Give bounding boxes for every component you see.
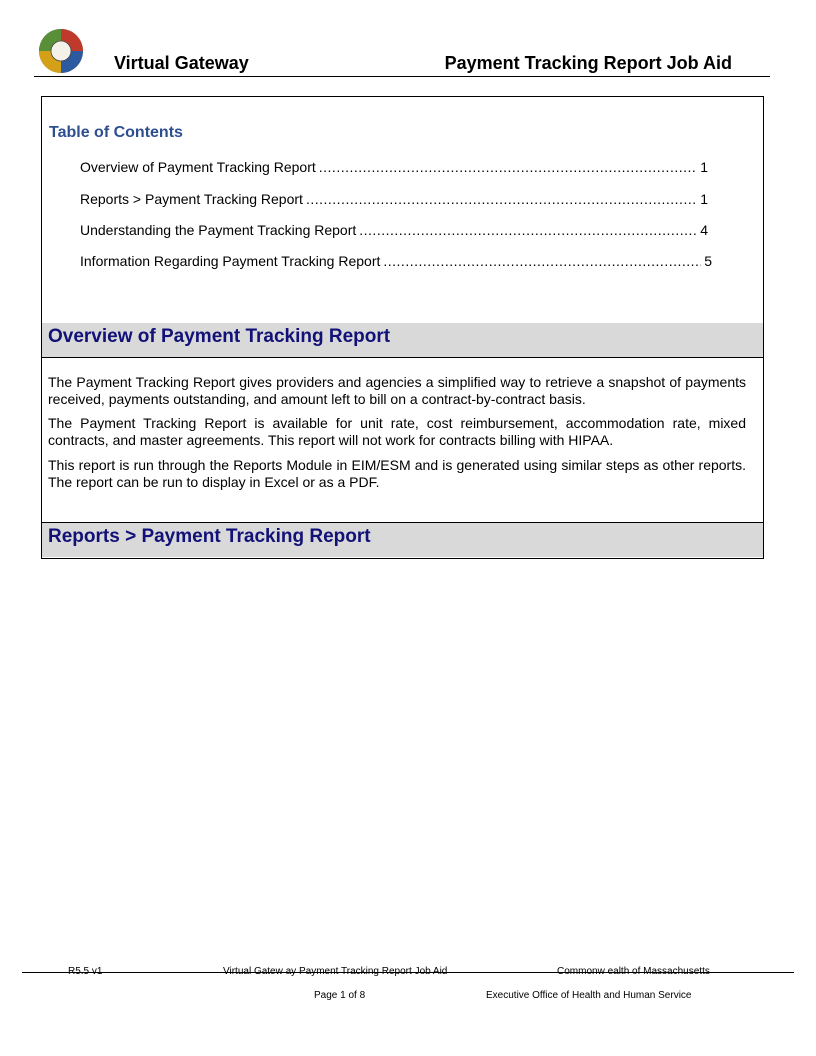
header-right-title: Payment Tracking Report Job Aid	[444, 53, 732, 73]
toc-entry-label: Understanding the Payment Tracking Report	[80, 222, 357, 238]
content-frame	[41, 96, 764, 559]
toc-entry-label: Overview of Payment Tracking Report	[80, 159, 316, 175]
toc-entry-page: 5	[704, 253, 712, 269]
footer-version: R5.5 v1	[68, 966, 103, 977]
toc-entry[interactable]	[80, 159, 708, 175]
virtual-gateway-logo	[38, 28, 84, 74]
section-heading-text: Overview of Payment Tracking Report	[48, 326, 391, 347]
footer-page-number: Page 1 of 8	[314, 990, 366, 1001]
toc-leader-dots	[319, 159, 697, 175]
section-heading-reports	[42, 523, 763, 557]
section-heading-overview	[42, 323, 763, 358]
body-paragraph: The Payment Tracking Report is available for unit rate, cost reimbursement, accommodation rate, mixed contracts, and master agreements. This report will not work for contracts billing with HIPAA.	[48, 415, 746, 448]
section-heading-text: Reports > Payment Tracking Report	[48, 526, 371, 547]
toc-entry-label: Information Regarding Payment Tracking Report	[80, 253, 381, 269]
toc-title: Table of Contents	[49, 124, 183, 141]
footer-office: Executive Office of Health and Human Service	[486, 990, 692, 1001]
toc-leader-dots	[359, 222, 697, 238]
toc-entry-label: Reports > Payment Tracking Report	[80, 191, 303, 207]
toc-leader-dots	[383, 253, 701, 269]
toc-entry-page: 4	[700, 222, 708, 238]
body-paragraph: The Payment Tracking Report gives providers and agencies a simplified way to retrieve a snapshot of payments received, payments outstanding, and amount left to bill on a contract-by-contract basis.	[48, 374, 746, 407]
header-left-title: Virtual Gateway	[114, 53, 249, 73]
toc-entry[interactable]	[80, 253, 712, 269]
toc-leader-dots	[306, 191, 697, 207]
toc-entry-page: 1	[700, 159, 708, 175]
body-paragraph: This report is run through the Reports Module in EIM/ESM and is generated using similar steps as other reports. The report can be run to display in Excel or as a PDF.	[48, 457, 746, 490]
toc-entry-page: 1	[700, 191, 708, 207]
toc-entry[interactable]	[80, 191, 708, 207]
toc-entry[interactable]	[80, 222, 708, 238]
header-rule	[34, 76, 770, 77]
footer-org: Commonw ealth of Massachusetts	[557, 966, 710, 977]
footer-doc-title: Virtual Gatew ay Payment Tracking Report Job Aid	[223, 966, 448, 977]
section-body-overview	[42, 358, 763, 523]
table-of-contents	[42, 97, 763, 324]
